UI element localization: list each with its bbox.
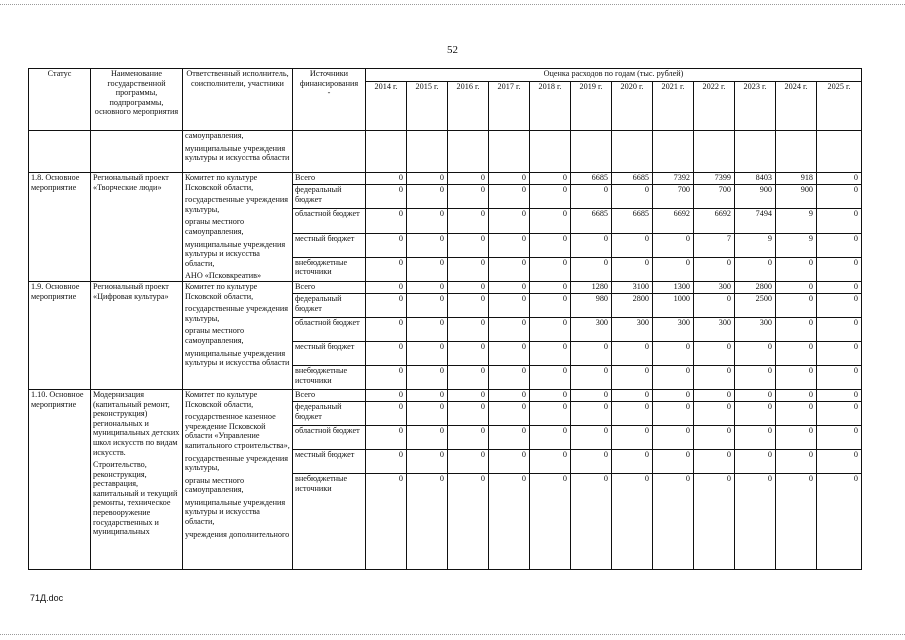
value-cell: 0 (612, 389, 653, 401)
value-cell: 7494 (735, 209, 776, 233)
value-cell: 0 (407, 185, 448, 209)
source-cell: местный бюджет (293, 341, 366, 365)
value-cell: 0 (571, 449, 612, 473)
responsible-line: учреждения дополнительного (185, 529, 290, 539)
value-cell: 0 (694, 473, 735, 569)
header-sources (293, 69, 366, 131)
value-cell: 0 (612, 233, 653, 257)
value-cell: 0 (489, 281, 530, 293)
value-cell: 7 (694, 233, 735, 257)
value-cell: 8403 (735, 173, 776, 185)
value-cell: 0 (489, 173, 530, 185)
value-cell: 0 (366, 293, 407, 317)
header-year: 2016 г. (448, 82, 489, 131)
value-cell: 6685 (612, 173, 653, 185)
value-cell: 0 (407, 293, 448, 317)
value-cell: 300 (571, 317, 612, 341)
value-cell: 9 (735, 233, 776, 257)
responsible-line: АНО «Псковкреатив» (185, 271, 262, 281)
value-cell: 0 (612, 449, 653, 473)
value-cell: 0 (571, 185, 612, 209)
value-cell: 0 (735, 365, 776, 389)
value-cell: 7392 (653, 173, 694, 185)
responsible-line: Комитет по культуре Псковской области, (185, 389, 258, 409)
value-cell: 0 (530, 425, 571, 449)
header-year: 2020 г. (612, 82, 653, 131)
value-cell: 6692 (694, 209, 735, 233)
value-cell: 0 (776, 473, 817, 569)
header-year: 2015 г. (407, 82, 448, 131)
value-cell: 0 (612, 365, 653, 389)
header-name: Наименование государственной программы, подпрограммы, основного мероприятия (91, 69, 183, 131)
continuation-row (29, 131, 862, 173)
value-cell: 0 (448, 233, 489, 257)
value-cell: 0 (776, 317, 817, 341)
value-cell: 6685 (571, 209, 612, 233)
header-year: 2014 г. (366, 82, 407, 131)
responsible-line: государственные учреждения культуры, (185, 453, 288, 473)
value-cell: 0 (776, 341, 817, 365)
top-dotted-edge (0, 4, 905, 5)
value-cell: 0 (653, 401, 694, 425)
name-cell: Региональный проект «Цифровая культура» (91, 281, 183, 389)
value-cell: 0 (653, 473, 694, 569)
source-cell: областной бюджет (293, 317, 366, 341)
value-cell: 0 (776, 425, 817, 449)
value-cell: 0 (366, 425, 407, 449)
value-cell: 0 (407, 173, 448, 185)
value-cell: 0 (407, 365, 448, 389)
cont-responsible-line: муниципальные учреждения культуры и искусства области (185, 143, 290, 163)
source-cell: Всего (293, 281, 366, 293)
responsible-cell (183, 281, 293, 389)
value-cell: 7399 (694, 173, 735, 185)
value-cell: 0 (653, 257, 694, 281)
value-cell: 0 (694, 365, 735, 389)
value-cell: 0 (407, 233, 448, 257)
value-cell: 0 (366, 341, 407, 365)
value-cell: 0 (448, 341, 489, 365)
name-cell (91, 389, 183, 569)
value-cell: 0 (817, 425, 862, 449)
value-cell: 0 (407, 401, 448, 425)
value-cell: 0 (817, 185, 862, 209)
value-cell: 0 (776, 293, 817, 317)
value-cell: 0 (571, 341, 612, 365)
value-cell: 980 (571, 293, 612, 317)
source-cell: местный бюджет (293, 449, 366, 473)
value-cell: 0 (530, 473, 571, 569)
value-cell: 300 (694, 317, 735, 341)
value-cell: 700 (694, 185, 735, 209)
value-cell: 1280 (571, 281, 612, 293)
value-cell: 0 (817, 173, 862, 185)
name-line: Модернизация (капитальный ремонт, реконструкция) региональных и муниципальных детских школ искусств по видам искусств. (93, 389, 180, 457)
value-cell: 0 (366, 365, 407, 389)
value-cell: 0 (612, 425, 653, 449)
value-cell: 0 (530, 257, 571, 281)
value-cell: 0 (448, 209, 489, 233)
value-cell: 0 (530, 233, 571, 257)
value-cell: 0 (530, 341, 571, 365)
bottom-dotted-edge (0, 634, 905, 635)
value-cell: 0 (489, 341, 530, 365)
value-cell: 0 (448, 449, 489, 473)
source-cell: Всего (293, 173, 366, 185)
value-cell: 0 (530, 281, 571, 293)
value-cell: 0 (530, 209, 571, 233)
cont-status-cell (29, 131, 91, 173)
value-cell: 0 (366, 401, 407, 425)
value-cell: 0 (694, 293, 735, 317)
cont-name-cell (91, 131, 183, 173)
source-cell: Всего (293, 389, 366, 401)
value-cell: 0 (489, 233, 530, 257)
value-cell: 0 (448, 185, 489, 209)
value-cell: 0 (407, 425, 448, 449)
value-cell: 0 (407, 341, 448, 365)
value-cell: 9 (776, 209, 817, 233)
value-cell: 6685 (571, 173, 612, 185)
source-cell: внебюджетные источники (293, 473, 366, 569)
value-cell: 300 (694, 281, 735, 293)
value-cell: 300 (612, 317, 653, 341)
value-cell: 0 (694, 425, 735, 449)
value-cell: 0 (653, 449, 694, 473)
value-cell: 0 (735, 389, 776, 401)
value-cell: 0 (612, 401, 653, 425)
status-cell: 1.10. Основное мероприятие (29, 389, 91, 569)
value-cell: 0 (448, 401, 489, 425)
responsible-line: государственные учреждения культуры, (185, 304, 288, 323)
value-cell: 0 (530, 317, 571, 341)
value-cell: 0 (366, 281, 407, 293)
value-cell: 1300 (653, 281, 694, 293)
value-cell: 0 (817, 233, 862, 257)
source-cell: областной бюджет (293, 425, 366, 449)
value-cell: 0 (817, 473, 862, 569)
source-cell: федеральный бюджет (293, 293, 366, 317)
value-cell: 1000 (653, 293, 694, 317)
value-cell: 0 (817, 209, 862, 233)
value-cell: 0 (694, 449, 735, 473)
value-cell: 0 (489, 425, 530, 449)
value-cell: 0 (735, 257, 776, 281)
value-cell: 0 (366, 209, 407, 233)
value-cell: 0 (817, 257, 862, 281)
value-cell: 0 (448, 473, 489, 569)
value-cell: 0 (817, 293, 862, 317)
value-cell: 0 (817, 281, 862, 293)
value-cell: 0 (366, 173, 407, 185)
value-cell: 0 (653, 233, 694, 257)
value-cell: 0 (817, 365, 862, 389)
value-cell: 2500 (735, 293, 776, 317)
value-cell: 0 (612, 341, 653, 365)
value-cell: 0 (571, 389, 612, 401)
header-year: 2022 г. (694, 82, 735, 131)
value-cell: 0 (489, 293, 530, 317)
value-cell: 0 (489, 401, 530, 425)
value-cell: 0 (366, 185, 407, 209)
value-cell: 0 (530, 185, 571, 209)
value-cell: 0 (530, 449, 571, 473)
responsible-line: органы местного самоуправления, (185, 475, 245, 495)
cont-responsible-cell (183, 131, 293, 173)
value-cell: 0 (653, 341, 694, 365)
value-cell: 3100 (612, 281, 653, 293)
value-cell: 0 (817, 389, 862, 401)
value-cell: 0 (489, 389, 530, 401)
value-cell: 0 (776, 449, 817, 473)
cont-source-cell (293, 131, 366, 173)
value-cell: 0 (530, 173, 571, 185)
name-line: Строительство, реконструкция, реставрация, капитальный и текущий ремонты, техническое перевооружение государственных и муниципальных (93, 460, 178, 537)
value-cell: 0 (489, 257, 530, 281)
value-cell: 0 (530, 389, 571, 401)
page-number: 52 (447, 44, 458, 56)
cont-responsible-line: самоуправления, (185, 131, 244, 140)
value-cell: 0 (489, 209, 530, 233)
value-cell: 0 (694, 401, 735, 425)
value-cell: 0 (448, 365, 489, 389)
value-cell: 0 (489, 365, 530, 389)
value-cell: 0 (694, 257, 735, 281)
responsible-line: органы местного самоуправления, (185, 326, 245, 345)
value-cell: 0 (694, 389, 735, 401)
value-cell: 0 (817, 401, 862, 425)
value-cell: 6692 (653, 209, 694, 233)
value-cell: 0 (366, 389, 407, 401)
header-year: 2018 г. (530, 82, 571, 131)
header-status: Статус (29, 69, 91, 131)
responsible-line: Комитет по культуре Псковской области, (185, 281, 258, 301)
value-cell: 0 (653, 365, 694, 389)
table-row (29, 173, 862, 185)
source-cell: областной бюджет (293, 209, 366, 233)
value-cell: 0 (735, 401, 776, 425)
value-cell: 0 (448, 293, 489, 317)
value-cell: 0 (571, 401, 612, 425)
value-cell: 0 (571, 365, 612, 389)
value-cell: 0 (366, 233, 407, 257)
value-cell: 0 (776, 389, 817, 401)
expenses-table (28, 68, 862, 570)
value-cell: 918 (776, 173, 817, 185)
header-year: 2021 г. (653, 82, 694, 131)
value-cell: 0 (612, 473, 653, 569)
header-year: 2025 г. (817, 82, 862, 131)
value-cell: 2800 (612, 293, 653, 317)
responsible-line: государственное казенное учреждение Псковской области «Управление капитального строительства», (185, 412, 290, 450)
value-cell: 0 (366, 257, 407, 281)
value-cell: 0 (407, 281, 448, 293)
value-cell: 0 (571, 425, 612, 449)
value-cell: 0 (366, 473, 407, 569)
responsible-line: государственные учреждения культуры, (185, 195, 288, 214)
value-cell: 0 (694, 341, 735, 365)
source-cell: федеральный бюджет (293, 401, 366, 425)
value-cell: 0 (817, 449, 862, 473)
value-cell: 0 (530, 401, 571, 425)
source-cell: внебюджетные источники (293, 257, 366, 281)
value-cell: 0 (407, 449, 448, 473)
responsible-line: органы местного самоуправления, (185, 217, 245, 236)
value-cell: 0 (776, 257, 817, 281)
source-cell: местный бюджет (293, 233, 366, 257)
value-cell: 0 (653, 389, 694, 401)
header-sources-mark: - (327, 88, 331, 98)
value-cell: 0 (735, 449, 776, 473)
value-cell: 0 (366, 317, 407, 341)
value-cell: 0 (407, 257, 448, 281)
responsible-line: муниципальные учреждения культуры и искусства области, (185, 239, 286, 268)
value-cell: 900 (776, 185, 817, 209)
value-cell: 0 (776, 281, 817, 293)
header-year: 2024 г. (776, 82, 817, 131)
source-cell: внебюджетные источники (293, 365, 366, 389)
value-cell: 9 (776, 233, 817, 257)
responsible-cell (183, 173, 293, 282)
value-cell: 0 (489, 473, 530, 569)
value-cell: 0 (489, 317, 530, 341)
value-cell: 0 (407, 389, 448, 401)
value-cell: 0 (776, 401, 817, 425)
status-cell: 1.9. Основное мероприятие (29, 281, 91, 389)
responsible-line: Комитет по культуре Псковской области, (185, 173, 258, 192)
value-cell: 0 (735, 341, 776, 365)
value-cell: 0 (612, 185, 653, 209)
header-sources-label: Источники финансирования (299, 69, 359, 88)
responsible-cell (183, 389, 293, 569)
value-cell: 300 (735, 317, 776, 341)
value-cell: 2800 (735, 281, 776, 293)
value-cell: 0 (448, 173, 489, 185)
header-responsible: Ответственный исполнитель, соисполнители, участники (183, 69, 293, 131)
value-cell: 0 (612, 257, 653, 281)
header-year: 2017 г. (489, 82, 530, 131)
value-cell: 300 (653, 317, 694, 341)
table-row (29, 389, 862, 401)
responsible-line: муниципальные учреждения культуры и искусства области (185, 348, 290, 368)
value-cell: 0 (407, 209, 448, 233)
value-cell: 0 (489, 449, 530, 473)
value-cell: 0 (448, 281, 489, 293)
value-cell: 0 (571, 473, 612, 569)
value-cell: 0 (448, 389, 489, 401)
name-cell: Региональный проект «Творческие люди» (91, 173, 183, 282)
header-year: 2023 г. (735, 82, 776, 131)
value-cell: 0 (530, 293, 571, 317)
value-cell: 0 (407, 473, 448, 569)
table-row (29, 281, 862, 293)
value-cell: 0 (448, 317, 489, 341)
value-cell: 0 (776, 365, 817, 389)
value-cell: 0 (489, 185, 530, 209)
value-cell: 0 (571, 257, 612, 281)
value-cell: 0 (653, 425, 694, 449)
value-cell: 0 (735, 425, 776, 449)
value-cell: 700 (653, 185, 694, 209)
status-cell: 1.8. Основное мероприятие (29, 173, 91, 282)
value-cell: 0 (817, 341, 862, 365)
source-cell: федеральный бюджет (293, 185, 366, 209)
value-cell: 0 (448, 257, 489, 281)
value-cell: 0 (448, 425, 489, 449)
value-cell: 900 (735, 185, 776, 209)
value-cell: 6685 (612, 209, 653, 233)
footer-filename: 71Д.doc (30, 593, 64, 603)
value-cell: 0 (735, 473, 776, 569)
value-cell: 0 (817, 317, 862, 341)
header-estimate: Оценка расходов по годам (тыс. рублей) (366, 69, 862, 82)
value-cell: 0 (407, 317, 448, 341)
value-cell: 0 (530, 365, 571, 389)
header-year: 2019 г. (571, 82, 612, 131)
value-cell: 0 (571, 233, 612, 257)
responsible-line: муниципальные учреждения культуры и искусства области, (185, 497, 286, 527)
value-cell: 0 (366, 449, 407, 473)
